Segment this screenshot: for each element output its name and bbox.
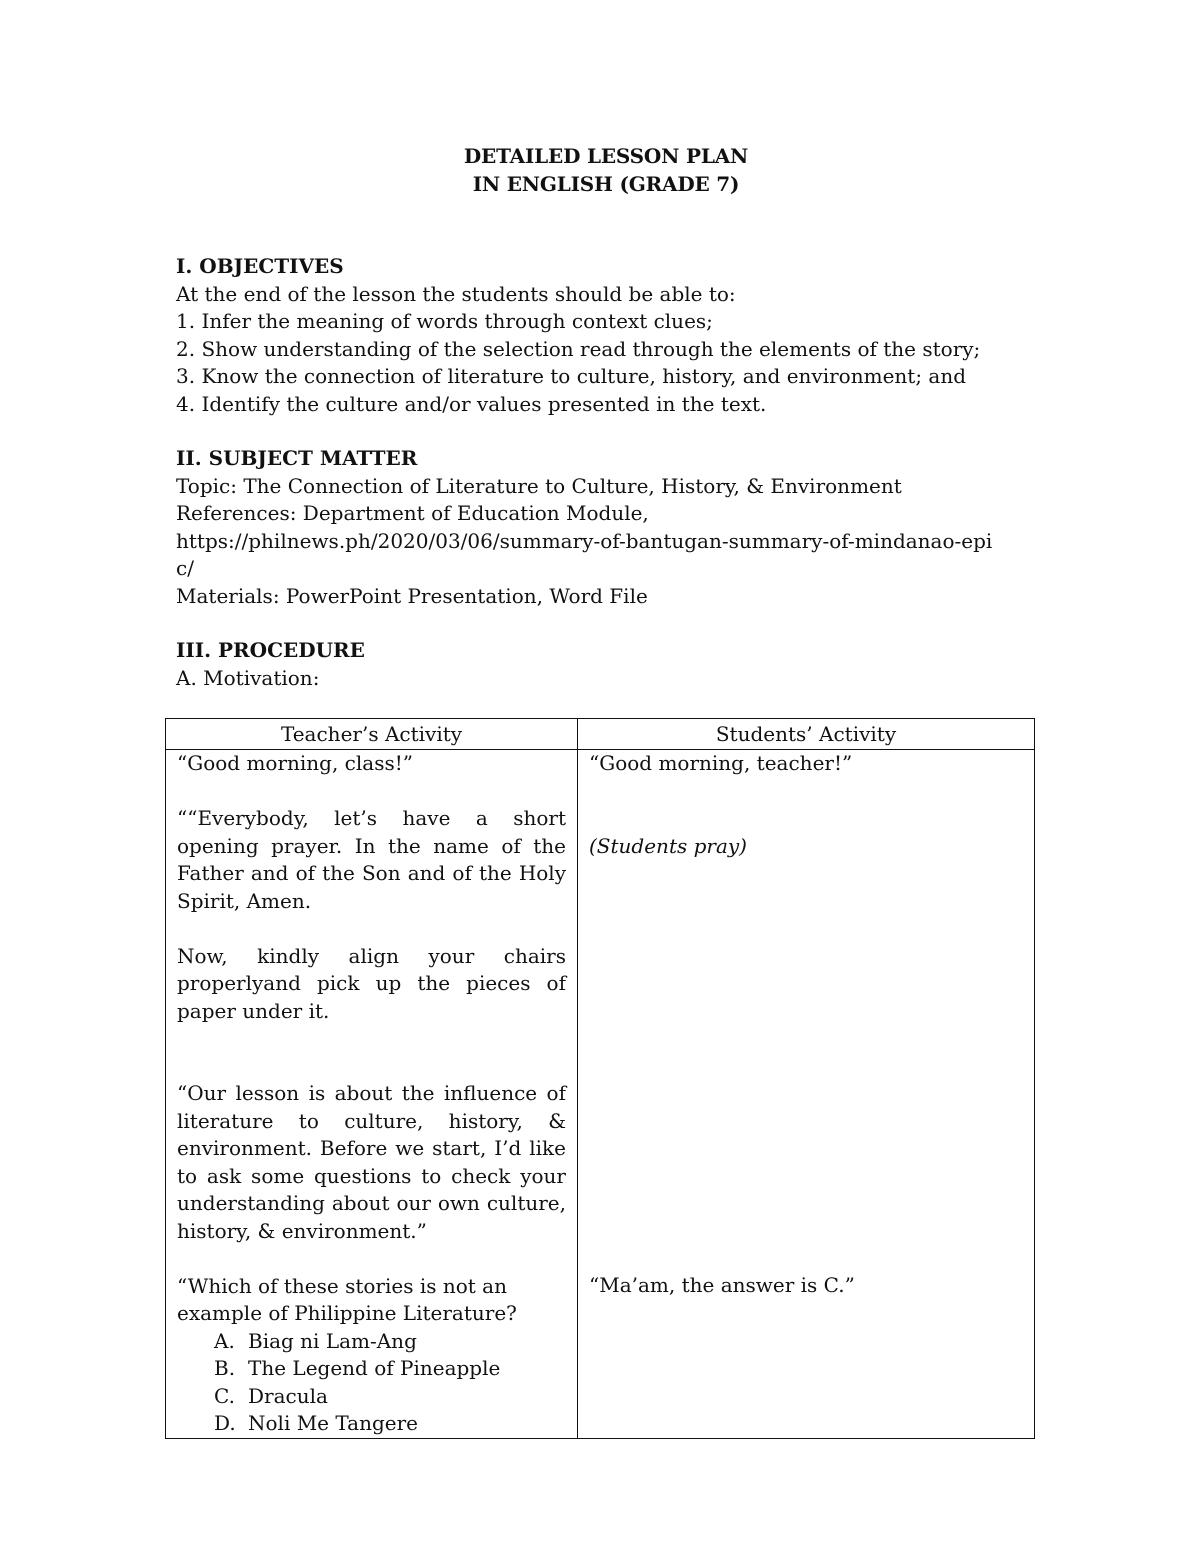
teacher-question: “Which of these stories is not an example of Philippine Literature? [177, 1273, 517, 1325]
references-line: References: Department of Education Module, [176, 501, 649, 525]
table-header-row [166, 719, 1035, 750]
students-answer: “Ma’am, the answer is C.” [589, 1273, 855, 1297]
teacher-activity-header: Teacher’s Activity [166, 719, 578, 750]
students-activity-header: Students’ Activity [578, 719, 1035, 750]
spacer [589, 860, 1023, 1272]
activities-table [165, 718, 1035, 1439]
procedure-heading: III. PROCEDURE [176, 638, 365, 662]
title-line-1: DETAILED LESSON PLAN [463, 144, 749, 168]
table-row [166, 750, 1035, 1439]
spacer [589, 805, 1023, 833]
materials-line: Materials: PowerPoint Presentation, Word File [176, 583, 648, 608]
objective-item-2: 2. Show understanding of the selection read through the elements of the story; [176, 336, 981, 361]
choice-item [177, 1355, 566, 1383]
teacher-prayer: ““Everybody, let’s have a short opening prayer. In the name of the Father and of the Son and of the Holy Spirit, Amen. [177, 806, 566, 913]
topic-line: Topic: The Connection of Literature to Culture, History, & Environment [176, 473, 902, 498]
choice-letter: D. [214, 1411, 236, 1435]
choice-text: Biag ni Lam-Ang [248, 1328, 417, 1353]
teacher-activity-cell [166, 750, 578, 1439]
title-line-2: IN ENGLISH (GRADE 7) [472, 171, 740, 196]
choice-item [177, 1410, 566, 1438]
choice-text: Noli Me Tangere [248, 1411, 418, 1435]
objective-item-3: 3. Know the connection of literature to culture, history, and environment; and [176, 364, 967, 388]
choice-text: The Legend of Pineapple [248, 1356, 501, 1380]
objective-item-4: 4. Identify the culture and/or values presented in the text. [176, 391, 767, 416]
document-page [176, 143, 1036, 692]
motivation-subheading: A. Motivation: [176, 665, 320, 690]
subject-matter-heading: II. SUBJECT MATTER [176, 446, 418, 470]
objectives-section [176, 253, 1036, 418]
students-activity-cell [578, 750, 1035, 1439]
choice-item [177, 1383, 566, 1411]
objectives-heading: I. OBJECTIVES [176, 254, 344, 278]
objective-item-1: 1. Infer the meaning of words through context clues; [176, 309, 713, 333]
procedure-section [176, 637, 1036, 692]
students-pray: (Students pray) [589, 833, 747, 858]
objectives-intro: At the end of the lesson the students should be able to: [176, 281, 736, 306]
choice-letter: B. [214, 1356, 236, 1380]
teacher-lesson-intro: “Our lesson is about the influence of literature to culture, history, & environment. Before we start, I’d like to ask some questions to check your understanding about our own culture, history, & environment.” [177, 1081, 566, 1243]
choice-letter: A. [214, 1328, 235, 1353]
answer-choices [177, 1328, 566, 1438]
choice-text: Dracula [248, 1383, 328, 1408]
choice-letter: C. [214, 1383, 235, 1408]
spacer [177, 1053, 566, 1081]
teacher-greeting: “Good morning, class!” [177, 751, 413, 775]
choice-item [177, 1328, 566, 1356]
students-greeting: “Good morning, teacher!” [589, 751, 853, 775]
subject-matter-section [176, 445, 1036, 610]
reference-url: https://philnews.ph/2020/03/06/summary-of-bantugan-summary-of-mindanao-epic/ [176, 528, 993, 580]
document-title [176, 143, 1036, 198]
teacher-chairs-instruction: Now, kindly align your chairs properlyand pick up the pieces of paper under it. [177, 943, 566, 1023]
